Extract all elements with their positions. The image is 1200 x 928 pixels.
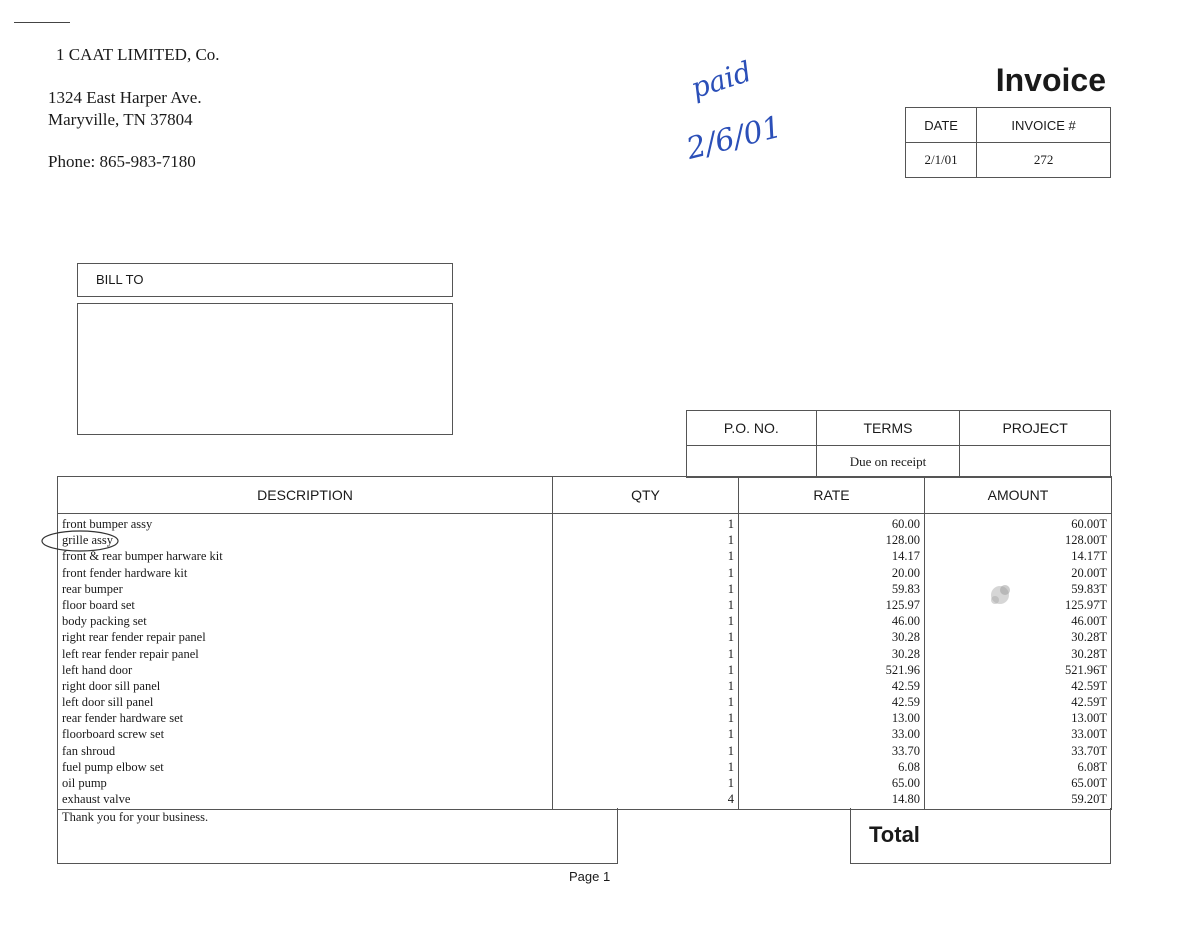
amount-column: [925, 514, 1112, 810]
po-number-value: [687, 446, 817, 478]
item-qty: 1: [727, 727, 734, 742]
item-rate: 20.00: [891, 565, 920, 580]
item-description: front fender hardware kit: [62, 565, 188, 580]
item-qty: 1: [727, 517, 734, 531]
item-description: floorboard screw set: [62, 727, 165, 742]
item-rate: 13.00: [891, 711, 920, 726]
po-number-header: P.O. NO.: [687, 411, 817, 446]
item-description: left door sill panel: [62, 695, 154, 710]
order-info-box: [686, 410, 1111, 478]
item-amount: 42.59T: [1071, 678, 1107, 693]
item-description: exhaust valve: [62, 792, 131, 807]
item-amount: 125.97T: [1064, 597, 1107, 612]
description-header: DESCRIPTION: [58, 477, 553, 514]
item-amount: 30.28T: [1071, 630, 1107, 645]
description-column: [58, 514, 553, 810]
terms-value: Due on receipt: [816, 446, 960, 478]
item-description: rear fender hardware set: [62, 711, 184, 726]
handwritten-paid-word: paid: [686, 54, 756, 106]
item-rate: 30.28: [891, 630, 920, 645]
item-amount: 59.20T: [1071, 792, 1107, 807]
item-rate: 14.17: [891, 549, 920, 564]
bill-to-header-box: [77, 263, 453, 297]
item-amount: 521.96T: [1064, 662, 1107, 677]
item-qty: 4: [727, 792, 734, 807]
item-qty: 1: [727, 662, 734, 677]
item-qty: 1: [727, 533, 734, 548]
item-qty: 1: [727, 695, 734, 710]
item-amount: 33.00T: [1071, 727, 1107, 742]
item-description: body packing set: [62, 614, 147, 629]
item-description: front bumper assy: [62, 517, 153, 531]
item-description: left rear fender repair panel: [62, 646, 199, 661]
bill-to-address-box: [77, 303, 453, 435]
item-description: fan shroud: [62, 743, 116, 758]
item-qty: 1: [727, 597, 734, 612]
item-qty: 1: [727, 565, 734, 580]
bill-to-label: BILL TO: [96, 272, 144, 287]
thank-you-box: [57, 808, 618, 864]
item-rate: 42.59: [891, 695, 920, 710]
item-rate: 65.00: [891, 776, 920, 790]
item-qty: 1: [727, 581, 734, 596]
invoice-number-value: 272: [977, 143, 1111, 178]
item-qty: 1: [727, 678, 734, 693]
item-description: right door sill panel: [62, 678, 161, 693]
item-amount: 13.00T: [1071, 711, 1107, 726]
invoice-title: Invoice: [995, 62, 1106, 98]
invoice-number-header: INVOICE #: [977, 108, 1111, 143]
item-amount: 46.00T: [1071, 614, 1107, 629]
item-amount: 65.00T: [1071, 776, 1107, 790]
item-amount: 14.17T: [1071, 549, 1107, 564]
item-description: oil pump: [62, 776, 107, 790]
item-qty: 1: [727, 776, 734, 790]
item-amount: 33.70T: [1071, 743, 1107, 758]
item-rate: 521.96: [885, 662, 920, 677]
amount-header: AMOUNT: [925, 477, 1112, 514]
item-rate: 30.28: [891, 646, 920, 661]
item-description: front & rear bumper harware kit: [62, 549, 223, 564]
item-rate: 125.97: [885, 597, 920, 612]
project-value: [960, 446, 1111, 478]
company-address-line2: Maryville, TN 37804: [48, 110, 193, 129]
page-number: Page 1: [569, 869, 611, 884]
item-qty: 1: [727, 630, 734, 645]
item-amount: 42.59T: [1071, 695, 1107, 710]
total-label: Total: [869, 822, 920, 847]
item-rate: 14.80: [891, 792, 920, 807]
item-amount: 128.00T: [1064, 533, 1107, 548]
corner-mark: [14, 22, 70, 23]
item-amount: 30.28T: [1071, 646, 1107, 661]
item-amount: 6.08T: [1077, 759, 1107, 774]
item-amount: 20.00T: [1071, 565, 1107, 580]
qty-header: QTY: [553, 477, 739, 514]
date-value: 2/1/01: [906, 143, 977, 178]
terms-header: TERMS: [816, 411, 960, 446]
company-phone: Phone: 865-983-7180: [48, 152, 196, 171]
item-description: left hand door: [62, 662, 133, 677]
company-address-line1: 1324 East Harper Ave.: [48, 88, 202, 107]
qty-column: [553, 514, 739, 810]
item-description: grille assy: [62, 533, 114, 548]
date-header: DATE: [906, 108, 977, 143]
item-amount: 59.83T: [1071, 581, 1107, 596]
rate-column: [739, 514, 925, 810]
item-rate: 60.00: [891, 517, 920, 531]
line-items-table: [57, 476, 1112, 810]
company-name: 1 CAAT LIMITED, Co.: [56, 45, 220, 64]
scan-smudge: [975, 570, 1025, 620]
item-rate: 33.70: [891, 743, 920, 758]
item-qty: 1: [727, 646, 734, 661]
handwritten-paid-note: [680, 50, 790, 170]
item-rate: 46.00: [891, 614, 920, 629]
item-amount: 60.00T: [1071, 517, 1107, 531]
item-description: floor board set: [62, 597, 135, 612]
project-header: PROJECT: [960, 411, 1111, 446]
item-rate: 33.00: [891, 727, 920, 742]
item-qty: 1: [727, 614, 734, 629]
pen-circle-mark: [40, 528, 124, 554]
item-rate: 42.59: [891, 678, 920, 693]
item-qty: 1: [727, 549, 734, 564]
item-description: rear bumper: [62, 581, 123, 596]
item-qty: 1: [727, 743, 734, 758]
date-invoice-box: [905, 107, 1111, 178]
thank-you-text: Thank you for your business.: [62, 810, 209, 824]
total-box: [850, 808, 1111, 864]
rate-header: RATE: [739, 477, 925, 514]
item-rate: 59.83: [891, 581, 920, 596]
item-rate: 128.00: [885, 533, 920, 548]
item-rate: 6.08: [898, 759, 920, 774]
item-description: right rear fender repair panel: [62, 630, 206, 645]
item-description: fuel pump elbow set: [62, 759, 164, 774]
item-qty: 1: [727, 759, 734, 774]
item-qty: 1: [727, 711, 734, 726]
handwritten-paid-date: 2/6/01: [683, 109, 786, 167]
